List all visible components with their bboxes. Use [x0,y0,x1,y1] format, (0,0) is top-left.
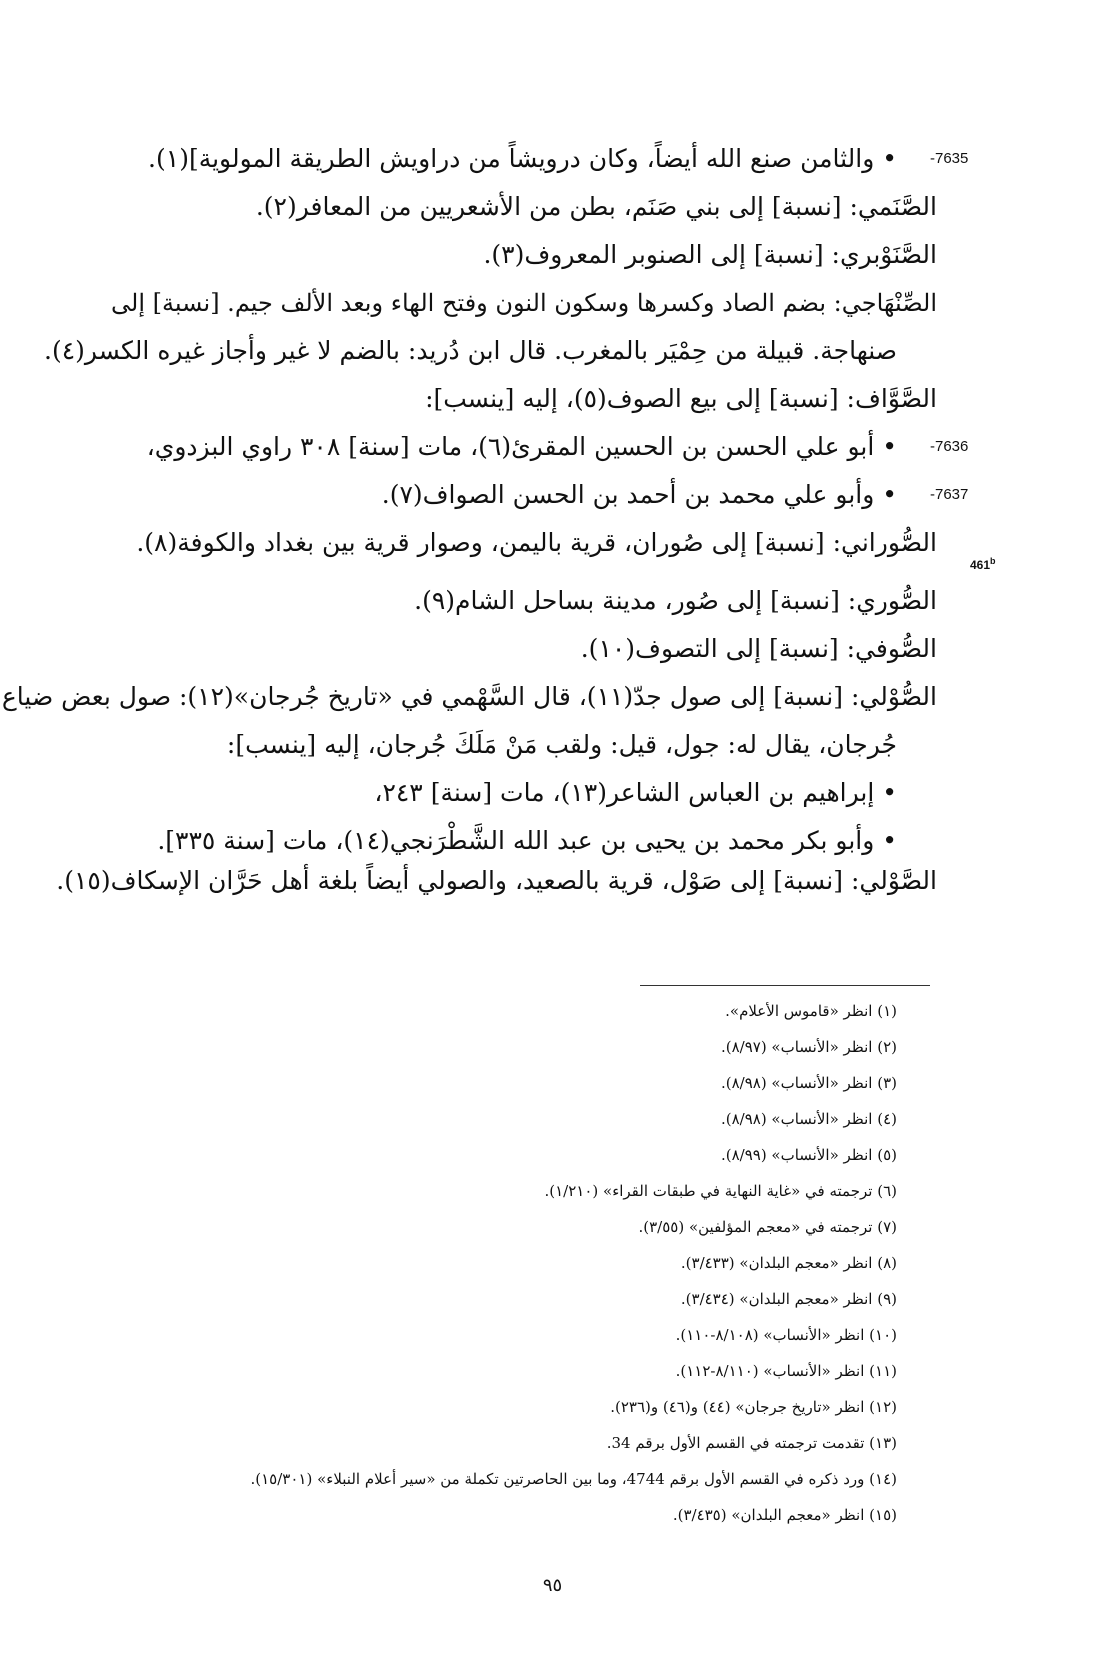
footnote: (١٤) ورد ذكره في القسم الأول برقم 4744، وما بين الحاصرتين تكملة من «سير أعلام النبلاء» (١٥/٣٠١). [250,1470,897,1488]
footnote: (١٥) انظر «معجم البلدان» (٣/٤٣٥). [672,1506,897,1524]
entry-line: • وأبو بكر محمد بن يحيى بن عبد الله الشَّطْرَنجي(١٤)، مات [سنة ٣٣٥]. [157,826,897,855]
footnote: (٩) انظر «معجم البلدان» (٣/٤٣٤). [680,1290,897,1308]
footnote: (٢) انظر «الأنساب» (٨/٩٧). [720,1038,897,1056]
footnote: (٤) انظر «الأنساب» (٨/٩٨). [720,1110,897,1128]
entry-line: الصِّنْهَاجي: بضم الصاد وكسرها وسكون النون وفتح الهاء وبعد الألف جيم. [نسبة] إلى [111,289,937,317]
entry-line: • والثامن صنع الله أيضاً، وكان درويشاً من دراويش الطريقة المولوية](١). [148,144,897,173]
entry-line: • وأبو علي محمد بن أحمد بن الحسن الصواف(٧). [381,480,897,509]
manuscript-folio-marker: 461$^b$ [970,556,996,572]
entry-line: • إبراهيم بن العباس الشاعر(١٣)، مات [سنة] ٢٤٣، [374,778,897,807]
entry-line: الصُّوراني: [نسبة] إلى صُوران، قرية باليمن، وصوار قرية بين بغداد والكوفة(٨). [136,528,937,557]
footnote: (٨) انظر «معجم البلدان» (٣/٤٣٣). [680,1254,897,1272]
footnote: (٧) ترجمته في «معجم المؤلفين» (٣/٥٥). [638,1218,897,1236]
entry-line: جُرجان، يقال له: جول، قيل: ولقب مَنْ مَلَكَ جُرجان، إليه [ينسب]: [226,730,897,759]
footnote: (١٣) تقدمت ترجمته في القسم الأول برقم 34. [606,1434,897,1452]
entry-line: الصَّوْلي: [نسبة] إلى صَوْل، قرية بالصعيد، والصولي أيضاً بلغة أهل حَرَّان الإسكاف(١٥). [56,866,937,895]
entry-line: الصُّوفي: [نسبة] إلى التصوف(١٠). [580,634,937,663]
entry-line: الصُّوري: [نسبة] إلى صُور، مدينة بساحل الشام(٩). [414,586,937,615]
footnote: (٥) انظر «الأنساب» (٨/٩٩). [720,1146,897,1164]
entry-line: الصُّوْلي: [نسبة] إلى صول جدّ(١١)، قال السَّهْمي في «تاريخ جُرجان»(١٢): صول بعض ضياع [1,682,937,711]
entry-number: -7636 [930,438,969,455]
footnote: (١) انظر «قاموس الأعلام». [725,1002,897,1020]
entry-line: الصَّنَمي: [نسبة] إلى بني صَنَم، بطن من الأشعريين من المعافر(٢). [255,192,937,221]
entry-line: الصَّنَوْبري: [نسبة] إلى الصنوبر المعروف(٣). [483,240,937,269]
footnote: (١١) انظر «الأنساب» (٨/١١٠-١١٢). [675,1362,897,1380]
entry-number: -7635 [930,150,969,167]
entry-number: -7637 [930,486,969,503]
footnote-separator [640,985,930,986]
entry-line: • أبو علي الحسن بن الحسين المقرئ(٦)، مات [سنة] ٣٠٨ راوي البزدوي، [146,432,897,461]
footnote: (٦) ترجمته في «غاية النهاية في طبقات القراء» (١/٢١٠). [544,1182,897,1200]
footnote: (٣) انظر «الأنساب» (٨/٩٨). [720,1074,897,1092]
page-number: ٩٥ [542,1575,563,1596]
footnote: (١٠) انظر «الأنساب» (٨/١٠٨-١١٠). [675,1326,897,1344]
entry-line: الصَّوَّاف: [نسبة] إلى بيع الصوف(٥)، إليه [ينسب]: [425,384,937,413]
footnote: (١٢) انظر «تاريخ جرجان» (٤٤) و(٤٦) و(٢٣٦). [610,1398,897,1416]
entry-line: صنهاجة. قبيلة من حِمْيَر بالمغرب. قال ابن دُريد: بالضم لا غير وأجاز غيره الكسر(٤). [44,336,897,365]
